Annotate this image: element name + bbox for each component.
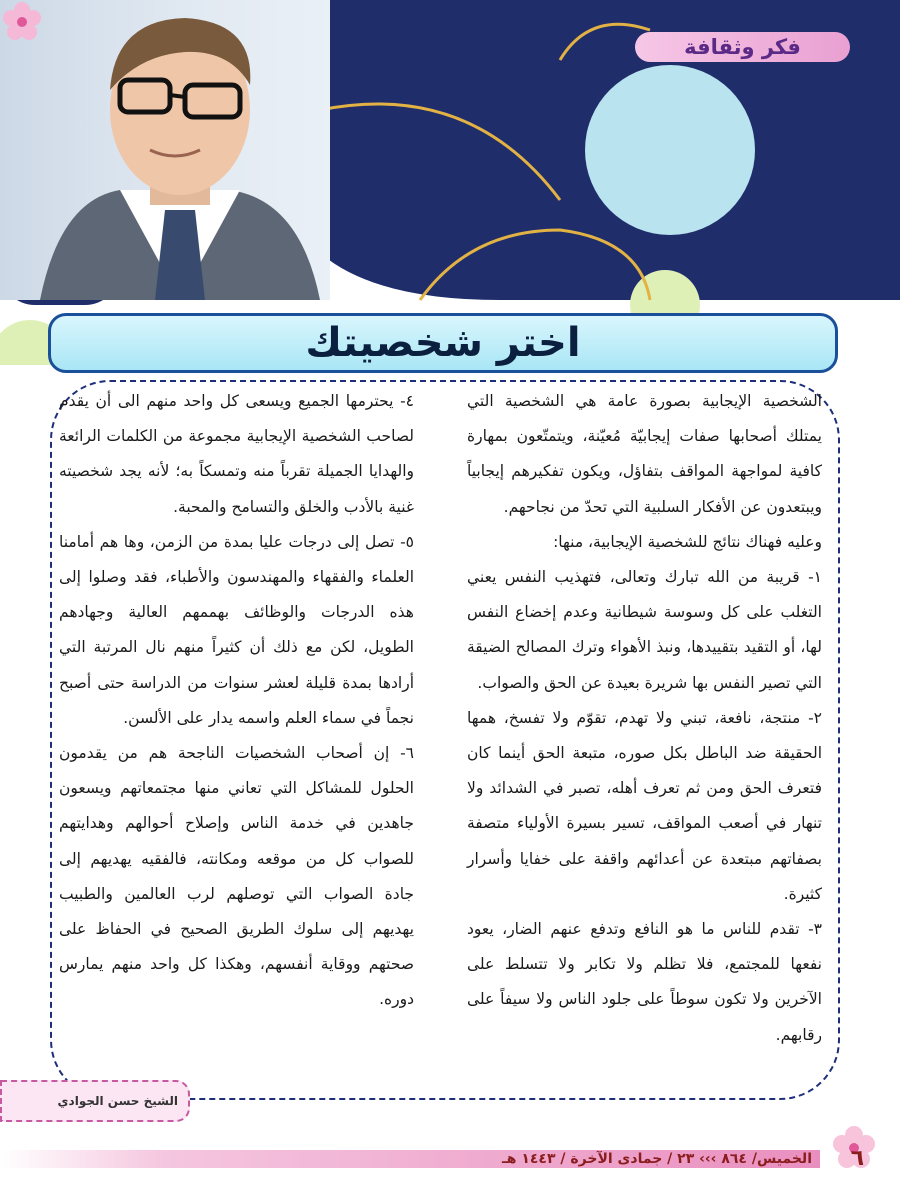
article-title-bar (48, 313, 838, 373)
article-title: اختر شخصيتك (305, 320, 581, 366)
issue-info: الخميس/ ٨٦٤ ››› ٢٣ / جمادى الآخرة / ١٤٤٣ هـ (501, 1151, 812, 1167)
section-label: فكر وثقافة (635, 32, 850, 62)
cherry-blossom-icon (0, 0, 44, 44)
author-name: الشيخ حسن الجوادي (57, 1094, 178, 1108)
paragraph: ٥- تصل إلى درجات عليا بمدة من الزمن، وها هم أمامنا العلماء والفقهاء والمهندسون والأطباء، فقد وصلوا إلى هذه الدرجات والوظائف بهممهم العالية وجهادهم الطويل، لكن مع ذلك أن كثيراً منهم نال المرتبة التي أرادها بمدة قليلة لعشر سنوات من الدراسة حتى أصبح نجماً في سماء العلم واسمه يدار على الألسن. (59, 532, 414, 727)
page-number: ٦ (850, 1146, 864, 1171)
paragraph: ٦- إن أصحاب الشخصيات الناجحة هم من يقدمون الحلول للمشاكل التي تعاني منها مجتمعاتهم ويسعون جاهدين في خدمة الناس وإصلاح أحوالهم وهدايتهم للصواب كل من موقعه ومكانته، فالفقيه يهديهم إلى جادة الصواب التي توصلهم لرب العالمين والطبيب يهديهم إلى سلوك الطريق الصحيح في الحفاظ على صحتهم ووقاية أنفسهم، وهكذا كل واحد منهم يمارس دوره. (59, 744, 414, 1009)
paragraph: ٣- تقدم للناس ما هو النافع وتدفع عنهم الضار، يعود نفعها للمجتمع، فلا تظلم ولا تكابر ولا تتسلط على الآخرين ولا تكون سوطاً على جلود الناس ولا سيفاً على رقابهم. (467, 920, 822, 1044)
paragraph: ٢- منتجة، نافعة، تبني ولا تهدم، تقوّم ولا تفسخ، همها الحقيقة ضد الباطل بكل صوره، متبعة الحق أينما كان فتعرف الحق ومن ثم تعرف أهله، تصبر في الشدائد ولا تنهار في أصعب المواقف، تسير بسيرة الأولياء متصفة بصفاتهم مبتعدة عن أعدائهم واقفة على خفايا وأسرار كثيرة. (467, 708, 822, 903)
paragraph: وعليه فهناك نتائج للشخصية الإيجابية، منها: (553, 532, 822, 551)
author-box (0, 1080, 190, 1122)
paragraph: الشخصية الإيجابية بصورة عامة هي الشخصية التي يمتلك أصحابها صفات إيجابيّة مُعيّنة، ويتمتّعون بمهارة كافية لمواجهة المواقف بتفاؤل، ويكون تفكيرهم إيجابياً ويبتعدون عن الأفكار السلبية التي تحدّ من نجاحهم. (467, 392, 822, 516)
paragraph: ٤- يحترمها الجميع ويسعى كل واحد منهم الى أن يقدم لصاحب الشخصية الإيجابية مجموعة من الكلمات الرائعة والهدايا الجميلة تقرباً منه وتمسكاً به؛ لأنه يجد شخصيته غنية بالأدب والخلق والتسامح والمحبة. (59, 392, 414, 516)
header-banner (0, 0, 900, 365)
paragraph: ١- قريبة من الله تبارك وتعالى، فتهذيب النفس يعني التغلب على كل وسوسة شيطانية وعدم إخضاع النفس لها، أو التقيد بتقييدها، ونبذ الأهواء وترك المصالح الضيقة التي تصير النفس بها شريرة بعيدة عن الحق والصواب. (467, 568, 822, 692)
article-left-column (59, 384, 414, 1018)
article-right-column (467, 384, 822, 1053)
